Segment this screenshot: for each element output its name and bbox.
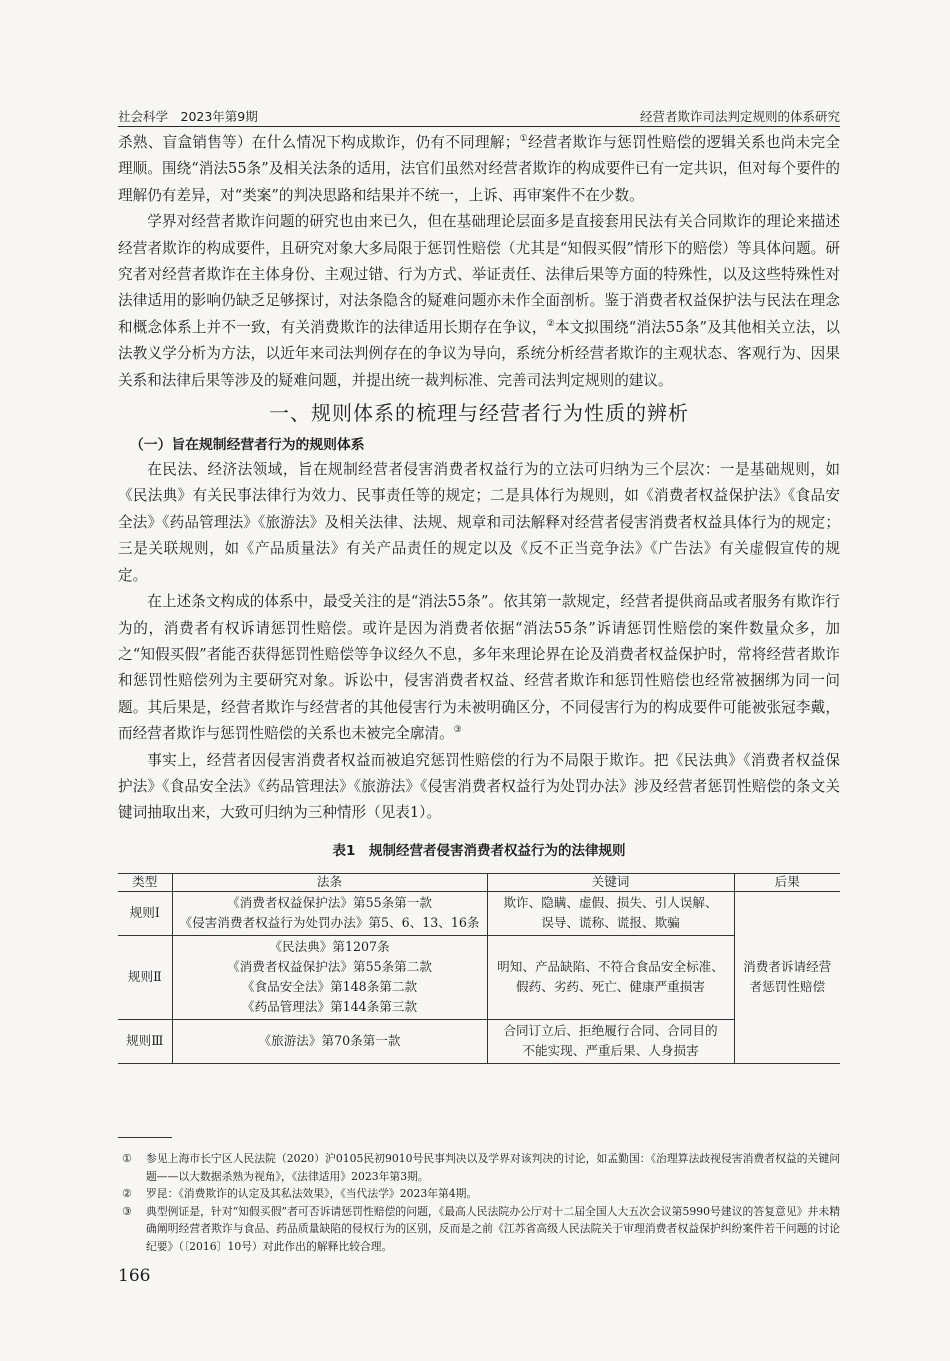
rule-type: 规则Ⅲ [118,1019,172,1063]
footnote-divider [118,1137,172,1138]
header-type: 类型 [118,873,172,891]
article-title: 经营者欺诈司法判定规则的体系研究 [639,109,840,124]
footnotes [122,1150,840,1255]
journal-issue: 社会科学 2023年第9期 [118,109,258,124]
rule-keywords: 欺诈、隐瞒、虚假、损失、引人误解、 误导、谎称、谎报、欺骗 [487,891,734,935]
footnote-3: ③ 典型例证是，针对“知假买假”者可否诉请惩罚性赔偿的问题，《最高人民法院办公厅对十二届全国人大五次会议第5990号建议的答复意见》并未精确阐明经营者欺诈与食品、药品质量缺陷的侵权行为的区别，反而是之前《江苏省高级人民法院关于审理消费者权益保护纠纷案件若干问题的讨论纪要》（〔2016〕10号）对此作出的解释比较合理。 [122,1204,840,1253]
table-row [118,1019,840,1063]
paragraph-4: 在上述条文构成的体系中，最受关注的是“消法55条”。依其第一款规定，经营者提供商品或者服务有欺诈行为的，消费者有权诉请惩罚性赔偿。或许是因为消费者依据“消法55条”诉请惩罚性赔偿的案件数量众多，加之“知假买假”者能否获得惩罚性赔偿等争议经久不息，多年来理论界在论及消费者权益保护时，常将经营者欺诈和惩罚性赔偿列为主要研究对象。诉讼中，侵害消费者权益、经营者欺诈和惩罚性赔偿也经常被捆绑为同一问题。其后果是，经营者欺诈与经营者的其他侵害行为未被明确区分，不同侵害行为的构成要件可能被张冠李戴，而经营者欺诈与惩罚性赔偿的关系也未被完全廓清。③ [118,593,840,743]
footnote-ref-1[interactable]: ① [519,134,528,144]
rule-keywords: 明知、产品缺陷、不符合食品安全标准、 假药、劣药、死亡、健康严重损害 [487,935,734,1019]
header-consequence: 后果 [734,873,840,891]
paragraph-3: 在民法、经济法领域，旨在规制经营者侵害消费者权益行为的立法可归纳为三个层次：一是基础规则，如《民法典》有关民事法律行为效力、民事责任等的规定；二是具体行为规则，如《消费者权益保护法》《食品安全法》《药品管理法》《旅游法》及相关法律、法规、规章和司法解释对经营者侵害消费者权益具体行为的规定；三是关联规则，如《产品质量法》有关产品责任的规定以及《反不正当竞争法》《广告法》有关虚假宣传的规定。 [118,461,840,584]
paragraph-5: 事实上，经营者因侵害消费者权益而被追究惩罚性赔偿的行为不局限于欺诈。把《民法典》《消费者权益保护法》《食品安全法》《药品管理法》《旅游法》《侵害消费者权益行为处罚办法》涉及经营者惩罚性赔偿的条文关键词抽取出来，大致可归纳为三种情形（见表1）。 [118,751,840,822]
rule-keywords: 合同订立后、拒绝履行合同、合同目的 不能实现、严重后果、人身损害 [487,1019,734,1063]
rules-table [118,873,840,1064]
footnote-ref-3[interactable]: ③ [453,725,462,736]
rule-type: 规则Ⅱ [118,935,172,1019]
footnote-1: ① 参见上海市长宁区人民法院（2020）沪0105民初9010号民事判决以及学界对该判决的讨论，如孟勤国：《治理算法歧视侵害消费者权益的关键问题——以大数据杀熟为视角》，《法律适用》2023年第3期。 [122,1152,840,1183]
rule-consequence: 消费者诉请经营 者惩罚性赔偿 [734,891,840,1063]
main-text [118,130,840,1064]
header-keywords: 关键词 [487,873,734,891]
footnote-ref-2[interactable]: ② [546,318,555,329]
paragraph-1: 杀熟、盲盒销售等）在什么情况下构成欺诈，仍有不同理解；①经营者欺诈与惩罚性赔偿的逻辑关系也尚未完全理顺。围绕“消法55条”及相关法条的适用，法官们虽然对经营者欺诈的构成要件已有一定共识，但对每个要件的理解仍有差异，对“类案”的判决思路和结果并不统一，上诉、再审案件不在少数。 [118,134,840,204]
rule-laws: 《旅游法》第70条第一款 [172,1019,487,1063]
rule-laws: 《民法典》第1207条 《消费者权益保护法》第55条第二款 《食品安全法》第148条第二款 《药品管理法》第144条第三款 [172,935,487,1019]
header-laws: 法条 [172,873,487,891]
table-row [118,935,840,1019]
subsection-title: （一）旨在规制经营者行为的规则体系 [130,437,365,454]
rule-laws: 《消费者权益保护法》第55条第一款 《侵害消费者权益行为处罚办法》第5、6、13、16条 [172,891,487,935]
footnote-2: ② 罗昆：《消费欺诈的认定及其私法效果》，《当代法学》2023年第4期。 [122,1187,478,1200]
table-row [118,891,840,935]
rule-type: 规则Ⅰ [118,891,172,935]
paragraph-2: 学界对经营者欺诈问题的研究也由来已久，但在基础理论层面多是直接套用民法有关合同欺诈的理论来描述经营者欺诈的构成要件，且研究对象大多局限于惩罚性赔偿（尤其是“知假买假”情形下的赔偿）等具体问题。研究者对经营者欺诈在主体身份、主观过错、行为方式、举证责任、法律后果等方面的特殊性，以及这些特殊性对法律适用的影响仍缺乏足够探讨，对法条隐含的疑难问题亦未作全面剖析。鉴于消费者权益保护法与民法在理念和概念体系上并不一致，有关消费欺诈的法律适用长期存在争议，②本文拟围绕“消法55条”及其他相关立法，以法教义学分析为方法，以近年来司法判例存在的争议为导向，系统分析经营者欺诈的主观状态、客观行为、因果关系和法律后果等涉及的疑难问题，并提出统一裁判标准、完善司法判定规则的建议。 [118,213,840,389]
page-number: 166 [118,1266,151,1286]
table-header-row [118,873,840,891]
table-caption: 表1 规制经营者侵害消费者权益行为的法律规则 [332,842,626,859]
running-header [118,104,840,127]
section-title: 一、规则体系的梳理与经营者行为性质的辨析 [269,401,689,426]
